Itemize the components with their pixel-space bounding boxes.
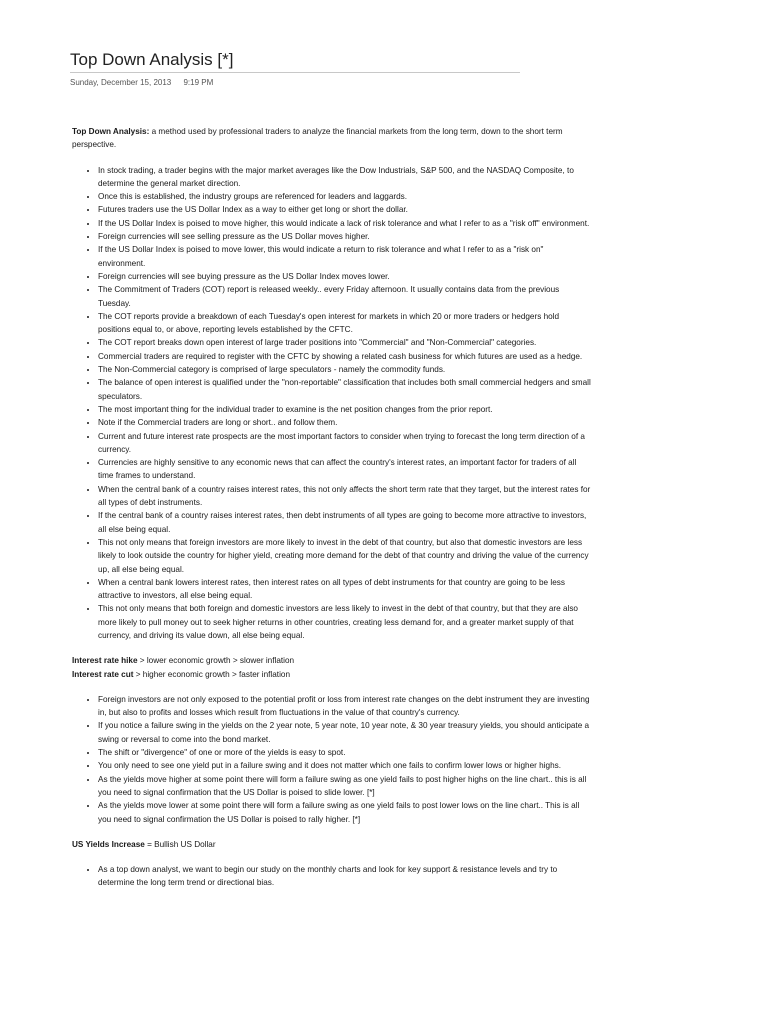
dateline xyxy=(70,78,213,87)
yields-term: US Yields Increase xyxy=(72,839,145,849)
page-title: Top Down Analysis [*] xyxy=(70,50,234,69)
bullet-list-main xyxy=(72,164,592,643)
list-item: • As the yields move lower at some point there will form a failure swing as one yield fails to post lower lows on the line chart.. This is all you need to signal confirmation the US Dollar is poised to rally higher. [*] xyxy=(98,799,592,826)
list-item: • Foreign investors are not only exposed to the potential profit or loss from interest rate changes on the debt instrument they are investing in, but also to profits and losses which result from fluctuations in the value of that country's currency. xyxy=(98,693,592,720)
list-item: • Once this is established, the industry groups are referenced for leaders and laggards. xyxy=(98,190,592,203)
note-body xyxy=(72,125,592,902)
list-item: • If the US Dollar Index is poised to move higher, this would indicate a lack of risk tolerance and what I refer to as a "risk off" environment. xyxy=(98,217,592,230)
yields-line xyxy=(72,838,592,851)
intro-text: a method used by professional traders to analyze the financial markets from the long term, down to the short term perspective. xyxy=(72,127,563,150)
list-item: • The COT reports provide a breakdown of each Tuesday's open interest for markets in which 20 or more traders or hedgers hold positions equal to, or above, reporting levels established by the CFTC. xyxy=(98,310,592,337)
list-item: • Foreign currencies will see selling pressure as the US Dollar moves higher. xyxy=(98,230,592,243)
rate-cut-line xyxy=(72,668,592,681)
bullet-list-analyst xyxy=(72,863,592,890)
list-item: • The Non-Commercial category is comprised of large speculators - namely the commodity funds. xyxy=(98,363,592,376)
list-item: • Futures traders use the US Dollar Index as a way to either get long or short the dollar. xyxy=(98,203,592,216)
intro-paragraph xyxy=(72,125,592,152)
list-item: • This not only means that both foreign and domestic investors are less likely to invest in the debt of that country, but that they are also more likely to pull money out to seek higher returns in other countries, creating less demand for, and a greater market supply of that currency, and driving its value down, all else being equal. xyxy=(98,602,592,642)
rate-hike-text: > lower economic growth > slower inflation xyxy=(137,656,295,666)
yields-text: = Bullish US Dollar xyxy=(144,839,216,849)
list-item: • This not only means that foreign investors are more likely to invest in the debt of that country, but also that domestic investors are less likely to look outside the country for higher yield, creating more demand for the debt of that country and driving the value of the currency up, all else being equal. xyxy=(98,536,592,576)
list-item: • Currencies are highly sensitive to any economic news that can affect the country's interest rates, an important factor for traders of all time frames to understand. xyxy=(98,456,592,483)
list-item: • Foreign currencies will see buying pressure as the US Dollar Index moves lower. xyxy=(98,270,592,283)
list-item: • Commercial traders are required to register with the CFTC by showing a related cash business for which futures are used as a hedge. xyxy=(98,350,592,363)
list-item: • The Commitment of Traders (COT) report is released weekly.. every Friday afternoon. It usually contains data from the previous Tuesday. xyxy=(98,283,592,310)
list-item: • As a top down analyst, we want to begin our study on the monthly charts and look for key support & resistance levels and try to determine the long term trend or directional bias. xyxy=(98,863,592,890)
rate-cut-term: Interest rate cut xyxy=(72,669,134,679)
list-item: • The shift or "divergence" of one or more of the yields is easy to spot. xyxy=(98,746,592,759)
list-item: • When a central bank lowers interest rates, then interest rates on all types of debt instruments for that country are going to be less attractive to investors, all else being equal. xyxy=(98,576,592,603)
bullet-list-yields xyxy=(72,693,592,826)
list-item: • You only need to see one yield put in a failure swing and it does not matter which one fails to confirm lower lows or higher highs. xyxy=(98,759,592,772)
list-item: • If you notice a failure swing in the yields on the 2 year note, 5 year note, 10 year note, & 30 year treasury yields, you should anticipate a swing or reversal to come into the bond market. xyxy=(98,719,592,746)
title-divider xyxy=(70,72,520,73)
list-item: • When the central bank of a country raises interest rates, this not only affects the short term rate that they target, but the interest rates for all types of debt instruments. xyxy=(98,483,592,510)
rate-cut-text: > higher economic growth > faster inflation xyxy=(133,669,290,679)
list-item: • The balance of open interest is qualified under the "non-reportable" classification that includes both small commercial hedgers and small speculators. xyxy=(98,376,592,403)
list-item: • Current and future interest rate prospects are the most important factors to consider when trying to forecast the long term direction of a currency. xyxy=(98,430,592,457)
list-item: • The COT report breaks down open interest of large trader positions into "Commercial" and "Non-Commercial" categories. xyxy=(98,336,592,349)
list-item: • As the yields move higher at some point there will form a failure swing as one yield fails to post higher highs on the line chart.. this is all you need to signal confirmation that the US Dollar is poised to slide lower. [*] xyxy=(98,773,592,800)
date-text: Sunday, December 15, 2013 xyxy=(70,78,172,87)
rate-hike-line xyxy=(72,654,592,667)
list-item: • The most important thing for the individual trader to examine is the net position changes from the prior report. xyxy=(98,403,592,416)
intro-term: Top Down Analysis: xyxy=(72,127,150,136)
list-item: • If the US Dollar Index is poised to move lower, this would indicate a return to risk tolerance and what I refer to as a "risk on" environment. xyxy=(98,243,592,270)
list-item: • Note if the Commercial traders are long or short.. and follow them. xyxy=(98,416,592,429)
list-item: • In stock trading, a trader begins with the major market averages like the Dow Industrials, S&P 500, and the NASDAQ Composite, to determine the general market direction. xyxy=(98,164,592,191)
rate-hike-term: Interest rate hike xyxy=(72,656,138,666)
list-item: • If the central bank of a country raises interest rates, then debt instruments of all types are going to become more attractive to investors, all else being equal. xyxy=(98,509,592,536)
time-text: 9:19 PM xyxy=(183,78,214,87)
